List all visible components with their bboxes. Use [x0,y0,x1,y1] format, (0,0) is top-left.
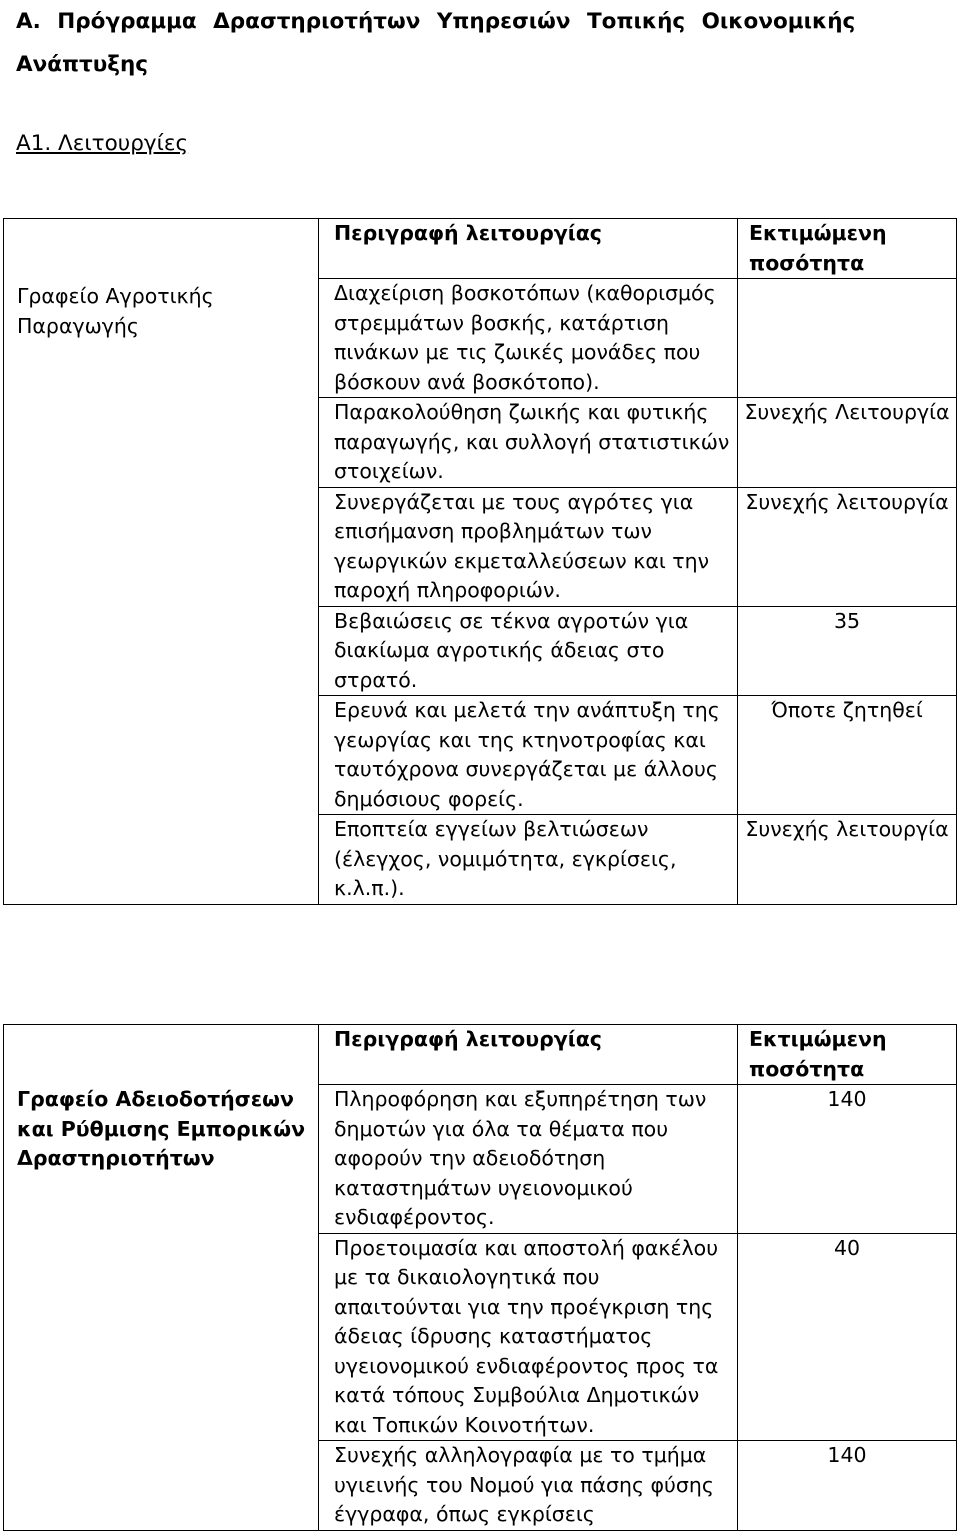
table-header-row [4,219,957,279]
description-header: Περιγραφή λειτουργίας [319,1025,738,1085]
quantity-header: Εκτιμώμενη ποσότητα [738,1025,957,1085]
subsection-title: Α1. Λειτουργίες [16,131,189,156]
function-description: Συνεργάζεται με τους αγρότες για επισήμανση προβλημάτων των γεωργικών εκμεταλλεύσεων και την παροχή πληροφοριών. [319,487,738,606]
estimated-quantity: 140 [738,1441,957,1531]
function-description: Πληροφόρηση και εξυπηρέτηση των δημοτών για όλα τα θέματα που αφορούν την αδειοδότηση καταστημάτων υγειονομικού ενδιαφέροντος. [319,1085,738,1234]
function-description: Ερευνά και μελετά την ανάπτυξη της γεωργίας και της κτηνοτροφίας και ταυτόχρονα συνεργάζεται με άλλους δημόσιους φορείς. [319,696,738,815]
estimated-quantity: Συνεχής Λειτουργία [738,398,957,488]
table-header-row [4,1025,957,1085]
estimated-quantity: Συνεχής λειτουργία [738,815,957,905]
function-description: Παρακολούθηση ζωικής και φυτικής παραγωγής, και συλλογή στατιστικών στοιχείων. [319,398,738,488]
functions-table-licensing [3,1024,957,1531]
estimated-quantity: Όποτε ζητηθεί [738,696,957,815]
estimated-quantity: Συνεχής λειτουργία [738,487,957,606]
function-description: Βεβαιώσεις σε τέκνα αγροτών για διακίωμα αγροτικής άδειας στο στρατό. [319,606,738,696]
estimated-quantity: 40 [738,1233,957,1441]
section-title: Α. Πρόγραμμα Δραστηριοτήτων Υπηρεσιών Τοπικής Οικονομικής Ανάπτυξης [16,9,856,77]
function-description: Εποπτεία εγγείων βελτιώσεων (έλεγχος, νομιμότητα, εγκρίσεις, κ.λ.π.). [319,815,738,905]
function-description: Προετοιμασία και αποστολή φακέλου με τα δικαιολογητικά που απαιτούνται για την προέγκριση της άδειας ίδρυσης καταστήματος υγειονομικού ενδιαφέροντος προς τα κατά τόπους Συμβούλια Δημοτικών και Τοπικών Κοινοτήτων. [319,1233,738,1441]
estimated-quantity [738,279,957,398]
function-description: Διαχείριση βοσκοτόπων (καθορισμός στρεμμάτων βοσκής, κατάρτιση πινάκων με τις ζωικές μονάδες που βόσκουν ανά βοσκότοπο). [319,279,738,398]
quantity-header: Εκτιμώμενη ποσότητα [738,219,957,279]
estimated-quantity: 140 [738,1085,957,1234]
office-name: Γραφείο Αγροτικής Παραγωγής [4,219,319,905]
office-name: Γραφείο Αδειοδοτήσεων και Ρύθμισης Εμπορικών Δραστηριοτήτων [4,1025,319,1531]
estimated-quantity: 35 [738,606,957,696]
function-description: Συνεχής αλληλογραφία με το τμήμα υγιεινής του Νομού για πάσης φύσης έγγραφα, όπως εγκρίσεις [319,1441,738,1531]
functions-table-agriculture [3,218,957,905]
description-header: Περιγραφή λειτουργίας [319,219,738,279]
